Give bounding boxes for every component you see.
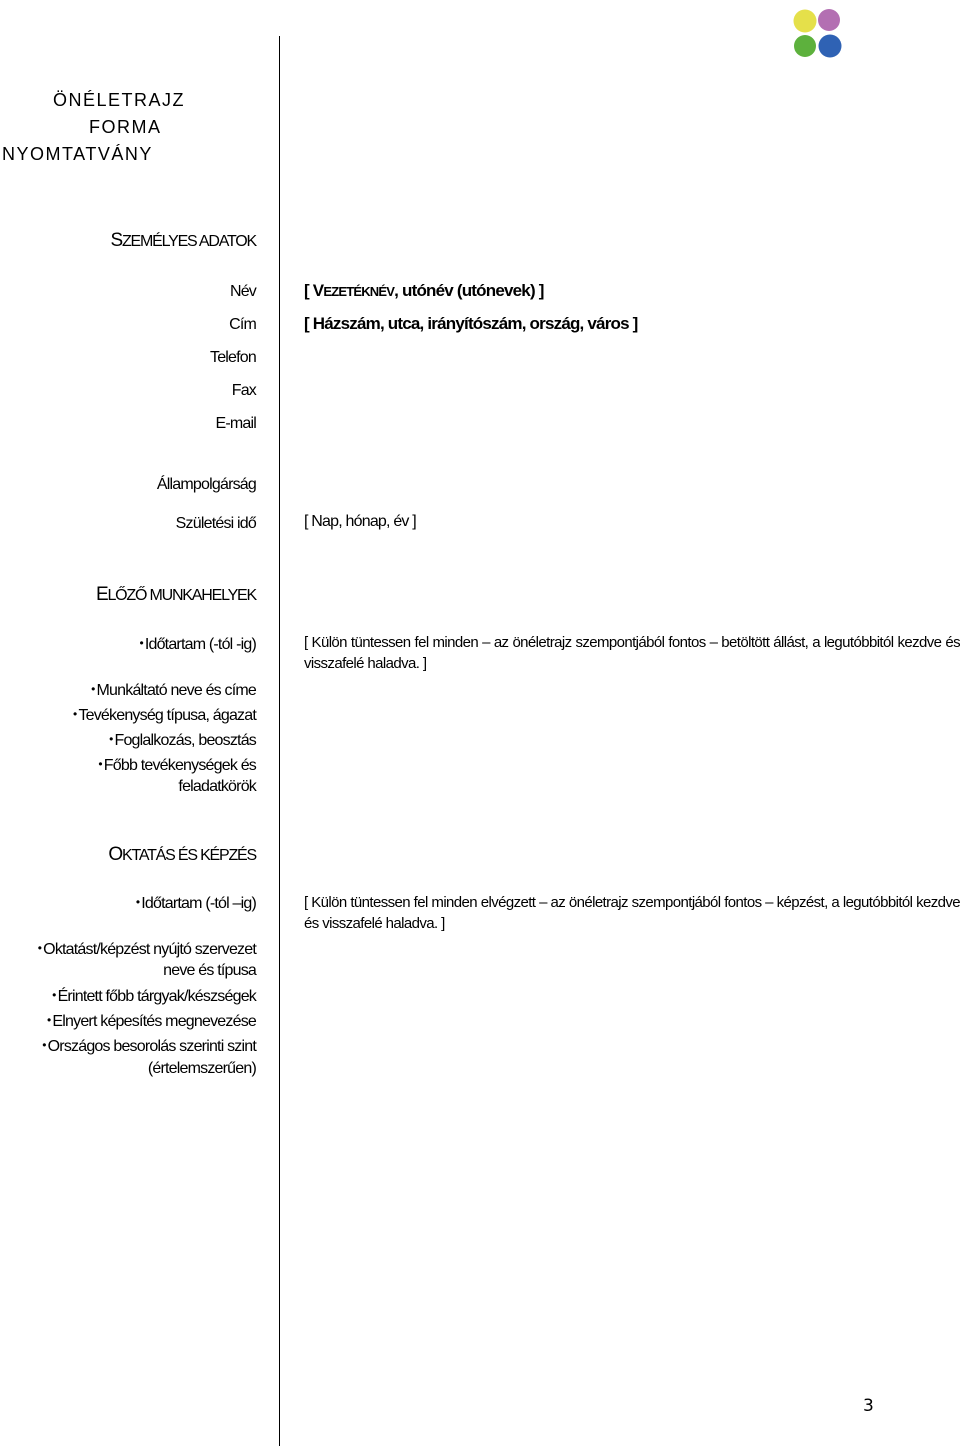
europass-logo	[789, 5, 847, 61]
section-heading-work: ELŐZŐ MUNKAHELYEK	[95, 584, 256, 605]
edu-label-level-cont: (értelemszerűen)	[147, 1060, 256, 1077]
work-label-employer: • Munkáltató neve és címe	[91, 682, 256, 699]
page-number: 3	[863, 1396, 874, 1416]
label-citizenship: Állampolgárság	[156, 476, 256, 493]
work-label-activities-cont: feladatkörök	[178, 778, 256, 795]
label-phone: Telefon	[210, 349, 256, 366]
edu-label-period: • Időtartam (-tól –ig)	[135, 895, 256, 912]
work-label-activities: • Főbb tevékenységek és	[98, 757, 256, 774]
edu-label-institution-cont: neve és típusa	[163, 962, 256, 979]
section-heading-education: OKTATÁS ÉS KÉPZÉS	[108, 844, 256, 865]
edu-label-institution: • Oktatást/képzést nyújtó szervezet	[37, 941, 256, 958]
document-title	[0, 87, 200, 168]
logo-purple-circle	[818, 9, 840, 31]
edu-label-qualification: • Elnyert képesítés megnevezése	[47, 1013, 256, 1030]
logo-blue-circle	[819, 35, 842, 58]
education-description: [ Külön tüntessen fel minden elvégzett – az önéletrajz szempontjából fontos – képzést, a legutóbbitól kezdve és visszafelé haladva. ]	[304, 894, 960, 932]
work-label-period: • Időtartam (-tól -ig)	[139, 636, 256, 653]
value-birth-date: [ Nap, hónap, év ]	[304, 513, 416, 530]
value-name: [ VEZETÉKNÉV, utónév (utónevek) ]	[304, 281, 544, 300]
work-label-sector: • Tevékenység típusa, ágazat	[73, 707, 256, 724]
edu-label-subjects: • Érintett főbb tárgyak/készségek	[52, 988, 256, 1005]
label-address: Cím	[229, 316, 256, 333]
value-address: [ Házszám, utca, irányítószám, ország, város ]	[304, 314, 638, 333]
section-heading-personal: SZEMÉLYES ADATOK	[110, 230, 256, 251]
work-label-position: • Foglalkozás, beosztás	[109, 732, 256, 749]
column-divider	[279, 36, 280, 1446]
label-name: Név	[229, 283, 256, 300]
edu-label-level: • Országos besorolás szerinti szint	[42, 1038, 256, 1055]
label-email: E-mail	[215, 415, 256, 432]
title-line-3: NYOMTATVÁNY	[2, 144, 153, 164]
logo-green-circle	[794, 35, 816, 57]
label-fax: Fax	[231, 382, 256, 399]
title-line-1: ÖNÉLETRAJZ	[53, 90, 186, 110]
work-description: [ Külön tüntessen fel minden – az önéletrajz szempontjából fontos – betöltött állást, a legutóbbitól kezdve és visszafelé haladva. ]	[304, 634, 960, 672]
title-line-2: FORMA	[89, 117, 162, 137]
logo-yellow-circle	[794, 10, 817, 33]
label-birth-date: Születési idő	[175, 515, 256, 532]
